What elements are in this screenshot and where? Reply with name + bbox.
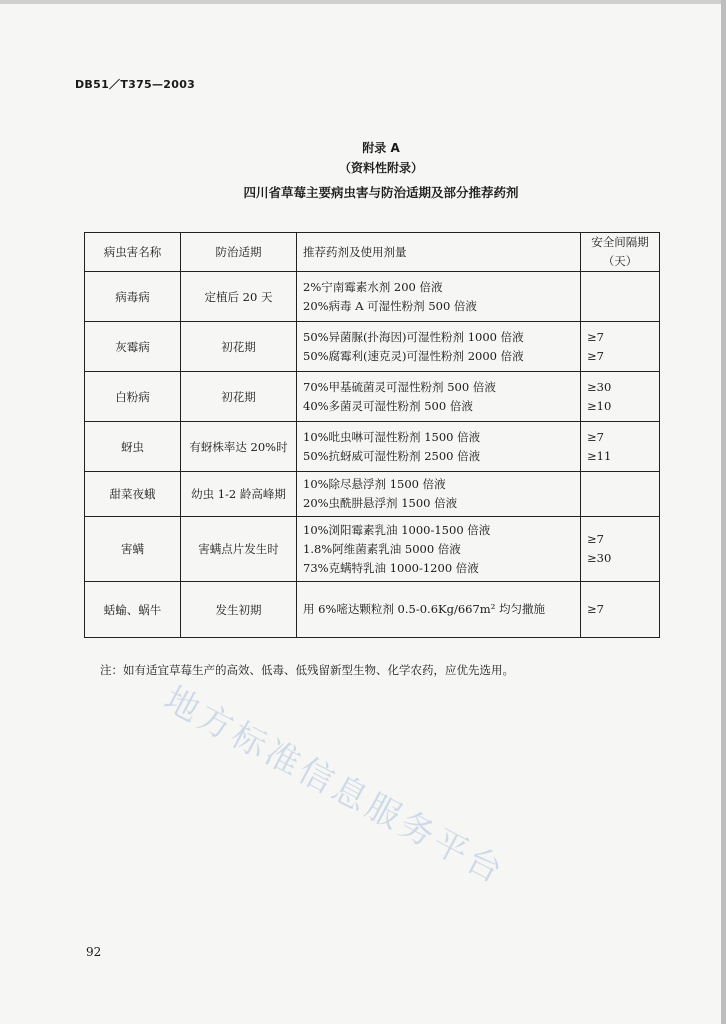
- interval-value: ≥7: [587, 329, 604, 344]
- pesticide-line: 50%异菌脲(扑海因)可湿性粉剂 1000 倍液: [303, 329, 524, 344]
- pesticide-line: 用 6%嘧达颗粒剂 0.5-0.6Kg/667m² 均匀撒施: [303, 602, 545, 616]
- header-pest: 病虫害名称: [85, 233, 181, 272]
- cell-safety-interval: [581, 582, 660, 638]
- cell-pest-name: 白粉病: [85, 372, 181, 422]
- pesticide-line: 20%病毒 A 可湿性粉剂 500 倍液: [303, 298, 477, 313]
- pesticide-line: 10%浏阳霉素乳油 1000-1500 倍液: [303, 522, 491, 537]
- cell-control-period: 定植后 20 天: [181, 272, 297, 322]
- cell-safety-interval: [581, 517, 660, 582]
- cell-control-period: 初花期: [181, 372, 297, 422]
- interval-value: ≥30: [587, 379, 612, 394]
- cell-pesticides: [297, 422, 581, 472]
- watermark: 地方标准信息服务平台: [157, 679, 512, 893]
- cell-pesticides: [297, 322, 581, 372]
- table-row: [85, 272, 660, 322]
- document-code: DB51／T375—2003: [75, 78, 196, 91]
- pesticide-line: 10%除尽悬浮剂 1500 倍液: [303, 477, 446, 491]
- cell-safety-interval: [581, 422, 660, 472]
- interval-value: ≥7: [587, 532, 604, 546]
- cell-safety-interval: [581, 372, 660, 422]
- table-row: [85, 322, 660, 372]
- interval-value: ≥7: [587, 602, 604, 616]
- page-number: 92: [86, 945, 102, 959]
- cell-pest-name: 灰霉病: [85, 322, 181, 372]
- cell-pest-name: 病毒病: [85, 272, 181, 322]
- interval-value: ≥11: [587, 448, 612, 463]
- cell-pest-name: 蚜虫: [85, 422, 181, 472]
- table-note: 注：如有适宜草莓生产的高效、低毒、低残留新型生物、化学农药，应优先选用。: [100, 663, 514, 677]
- interval-value: ≥7: [587, 348, 604, 363]
- header-pesticide: 推荐药剂及使用剂量: [297, 233, 581, 272]
- cell-control-period: 幼虫 1-2 龄高峰期: [181, 472, 297, 517]
- cell-control-period: 有蚜株率达 20%时: [181, 422, 297, 472]
- pesticide-line: 50%腐霉利(速克灵)可湿性粉剂 2000 倍液: [303, 348, 524, 363]
- page-top-edge: [0, 0, 726, 4]
- table-row: [85, 517, 660, 582]
- pest-control-table: [84, 232, 660, 638]
- interval-value: ≥7: [587, 429, 604, 444]
- pesticide-line: 1.8%阿维菌素乳油 5000 倍液: [303, 541, 461, 556]
- annex-type: （资料性附录）: [338, 161, 423, 175]
- cell-pesticides: [297, 517, 581, 582]
- pesticide-line: 73%克螨特乳油 1000-1200 倍液: [303, 560, 479, 575]
- pesticide-line: 70%甲基硫菌灵可湿性粉剂 500 倍液: [303, 379, 496, 394]
- table-title: 四川省草莓主要病虫害与防治适期及部分推荐药剂: [243, 185, 519, 200]
- cell-control-period: 发生初期: [181, 582, 297, 638]
- table-body: [85, 272, 660, 638]
- pesticide-line: 50%抗蚜威可湿性粉剂 2500 倍液: [303, 448, 481, 463]
- interval-value: ≥30: [587, 551, 612, 565]
- table-row: [85, 472, 660, 517]
- header-interval-line1: 安全间隔期: [591, 235, 649, 249]
- cell-pest-name: 甜菜夜蛾: [85, 472, 181, 517]
- header-interval: [581, 233, 660, 272]
- cell-pesticides: [297, 472, 581, 517]
- annex-label: 附录 A: [362, 141, 400, 155]
- table-row: [85, 422, 660, 472]
- cell-pesticides: [297, 372, 581, 422]
- pesticide-line: 20%虫酰肼悬浮剂 1500 倍液: [303, 496, 458, 510]
- pesticide-line: 10%吡虫啉可湿性粉剂 1500 倍液: [303, 429, 481, 444]
- cell-pest-name: 害螨: [85, 517, 181, 582]
- cell-pest-name: 蛞蝓、蜗牛: [85, 582, 181, 638]
- table-row: [85, 582, 660, 638]
- cell-safety-interval: [581, 322, 660, 372]
- table-header-row: [85, 233, 660, 272]
- cell-pesticides: [297, 272, 581, 322]
- cell-control-period: 初花期: [181, 322, 297, 372]
- pesticide-line: 40%多菌灵可湿性粉剂 500 倍液: [303, 398, 473, 413]
- pesticide-line: 2%宁南霉素水剂 200 倍液: [303, 279, 443, 294]
- header-period: 防治适期: [181, 233, 297, 272]
- cell-safety-interval: [581, 272, 660, 322]
- cell-control-period: 害螨点片发生时: [181, 517, 297, 582]
- table-row: [85, 372, 660, 422]
- cell-safety-interval: [581, 472, 660, 517]
- cell-pesticides: [297, 582, 581, 638]
- header-interval-line2: （天）: [602, 254, 638, 268]
- interval-value: ≥10: [587, 398, 612, 413]
